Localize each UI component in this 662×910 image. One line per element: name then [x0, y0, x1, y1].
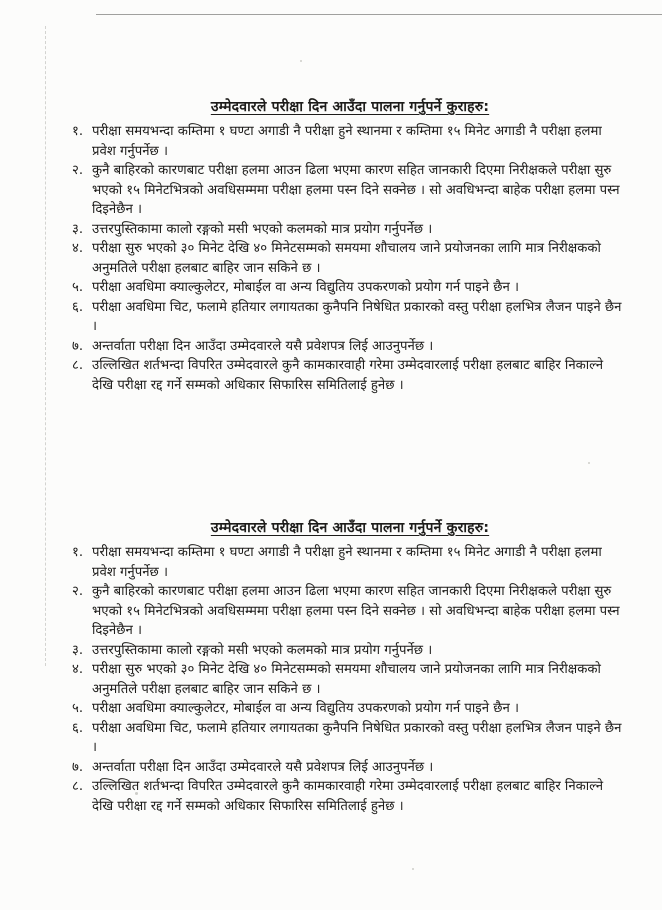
instruction-list [72, 122, 628, 395]
item-number: १. [72, 545, 84, 560]
item-text: परीक्षा अवधिमा क्याल्कुलेटर, मोबाईल वा अन्य विद्युतिय उपकरणको प्रयोग गर्न पाइने छैन । [92, 280, 520, 295]
instruction-item-1 [72, 543, 628, 582]
instructions-section-2 [72, 518, 628, 816]
item-number: ८. [72, 779, 84, 794]
instruction-item-7 [72, 337, 628, 357]
item-number: ८. [72, 358, 84, 373]
instruction-item-4 [72, 660, 628, 699]
item-number: २. [72, 163, 84, 178]
item-number: २. [72, 584, 84, 599]
instruction-item-8 [72, 777, 628, 816]
instruction-item-1 [72, 122, 628, 161]
item-number: ४. [72, 241, 84, 256]
instruction-item-4 [72, 239, 628, 278]
item-number: ६. [72, 720, 84, 736]
item-text: परीक्षा अवधिमा चिट, फलामे हतियार लगायतका कुनैपनि निषेधित प्रकारको वस्तु परीक्षा हलभित्र लैजन पाइने छैन । [92, 720, 622, 755]
item-number: ६. [72, 299, 84, 315]
item-text: परीक्षा सुरु भएको ३० मिनेट देखि ४० मिनेटसम्मको समयमा शौचालय जाने प्रयोजनका लागि मात्र निरीक्षकको अनुमतिले परीक्षा हलबाट बाहिर जान सकिने छ । [92, 662, 601, 697]
item-number: १. [72, 124, 84, 139]
scan-speck [300, 60, 302, 62]
instruction-item-2 [72, 161, 628, 220]
item-text: कुनै बाहिरको कारणबाट परीक्षा हलमा आउन ढिला भएमा कारण सहित जानकारी दिएमा निरीक्षकले परीक्षा सुरु भएको १५ मिनेटभित्रको अवधिसम्ममा परीक्षा हलमा पस्न दिने सक्नेछ । सो अवधिभन्दा बाहेक परीक्षा हलमा पस्न दिइनेछैन । [92, 584, 620, 638]
instruction-item-6 [72, 298, 628, 337]
scan-artifact-top-line [96, 14, 662, 15]
item-text: अन्तर्वाता परीक्षा दिन आउँदा उम्मेदवारले यसै प्रवेशपत्र लिई आउनुपर्नेछ । [92, 759, 434, 775]
instruction-item-3 [72, 641, 628, 661]
item-text: कुनै बाहिरको कारणबाट परीक्षा हलमा आउन ढिला भएमा कारण सहित जानकारी दिएमा निरीक्षकले परीक्षा सुरु भएको १५ मिनेटभित्रको अवधिसम्ममा परीक्षा हलमा पस्न दिने सक्नेछ । सो अवधिभन्दा बाहेक परीक्षा हलमा पस्न दिइनेछैन । [92, 163, 620, 217]
section-title [72, 518, 628, 538]
section-title-text: उम्मेदवारले परीक्षा दिन आउँदा पालना गर्नुपर्ने कुराहरु: [210, 520, 490, 536]
scan-artifact-fold-line [45, 26, 46, 666]
item-text: उल्लिखित शर्तभन्दा विपरित उम्मेदवारले कुनै कामकारवाही गरेमा उम्मेदवारलाई परीक्षा हलबाट बाहिर निकाल्ने देखि परीक्षा रद्द गर्ने सम्मको अधिकार सिफारिस समितिलाई हुनेछ । [92, 779, 604, 814]
instruction-item-5 [72, 278, 628, 298]
item-text: परीक्षा समयभन्दा कम्तिमा १ घण्टा अगाडी नै परीक्षा हुने स्थानमा र कम्तिमा १५ मिनेट अगाडी नै परीक्षा हलमा प्रवेश गर्नुपर्नेछ । [92, 124, 602, 159]
instruction-item-5 [72, 699, 628, 719]
scan-speck [412, 868, 414, 870]
section-title [72, 97, 628, 117]
instruction-item-3 [72, 220, 628, 240]
instruction-item-7 [72, 758, 628, 778]
scan-speck [588, 462, 590, 464]
section-title-text: उम्मेदवारले परीक्षा दिन आउँदा पालना गर्नुपर्ने कुराहरु: [210, 99, 490, 115]
item-text: परीक्षा अवधिमा क्याल्कुलेटर, मोबाईल वा अन्य विद्युतिय उपकरणको प्रयोग गर्न पाइने छैन । [92, 701, 520, 716]
item-number: ७. [72, 759, 84, 775]
item-text: अन्तर्वाता परीक्षा दिन आउँदा उम्मेदवारले यसै प्रवेशपत्र लिई आउनुपर्नेछ । [92, 338, 434, 354]
item-number: ५. [72, 701, 84, 716]
instructions-section-1 [72, 97, 628, 395]
item-number: ३. [72, 221, 84, 237]
instruction-item-8 [72, 356, 628, 395]
item-text: परीक्षा सुरु भएको ३० मिनेट देखि ४० मिनेटसम्मको समयमा शौचालय जाने प्रयोजनका लागि मात्र निरीक्षकको अनुमतिले परीक्षा हलबाट बाहिर जान सकिने छ । [92, 241, 601, 276]
item-text: उत्तरपुस्तिकामा कालो रङ्गको मसी भएको कलमको मात्र प्रयोग गर्नुपर्नेछ । [92, 642, 433, 658]
item-text: परीक्षा अवधिमा चिट, फलामे हतियार लगायतका कुनैपनि निषेधित प्रकारको वस्तु परीक्षा हलभित्र लैजन पाइने छैन । [92, 299, 622, 334]
item-text: उत्तरपुस्तिकामा कालो रङ्गको मसी भएको कलमको मात्र प्रयोग गर्नुपर्नेछ । [92, 221, 433, 237]
item-text: उल्लिखित शर्तभन्दा विपरित उम्मेदवारले कुनै कामकारवाही गरेमा उम्मेदवारलाई परीक्षा हलबाट बाहिर निकाल्ने देखि परीक्षा रद्द गर्ने सम्मको अधिकार सिफारिस समितिलाई हुनेछ । [92, 358, 604, 393]
item-number: ५. [72, 280, 84, 295]
instruction-item-2 [72, 582, 628, 641]
item-number: ३. [72, 642, 84, 658]
item-number: ७. [72, 338, 84, 354]
instruction-list [72, 543, 628, 816]
item-text: परीक्षा समयभन्दा कम्तिमा १ घण्टा अगाडी नै परीक्षा हुने स्थानमा र कम्तिमा १५ मिनेट अगाडी नै परीक्षा हलमा प्रवेश गर्नुपर्नेछ । [92, 545, 602, 580]
instruction-item-6 [72, 719, 628, 758]
item-number: ४. [72, 662, 84, 677]
